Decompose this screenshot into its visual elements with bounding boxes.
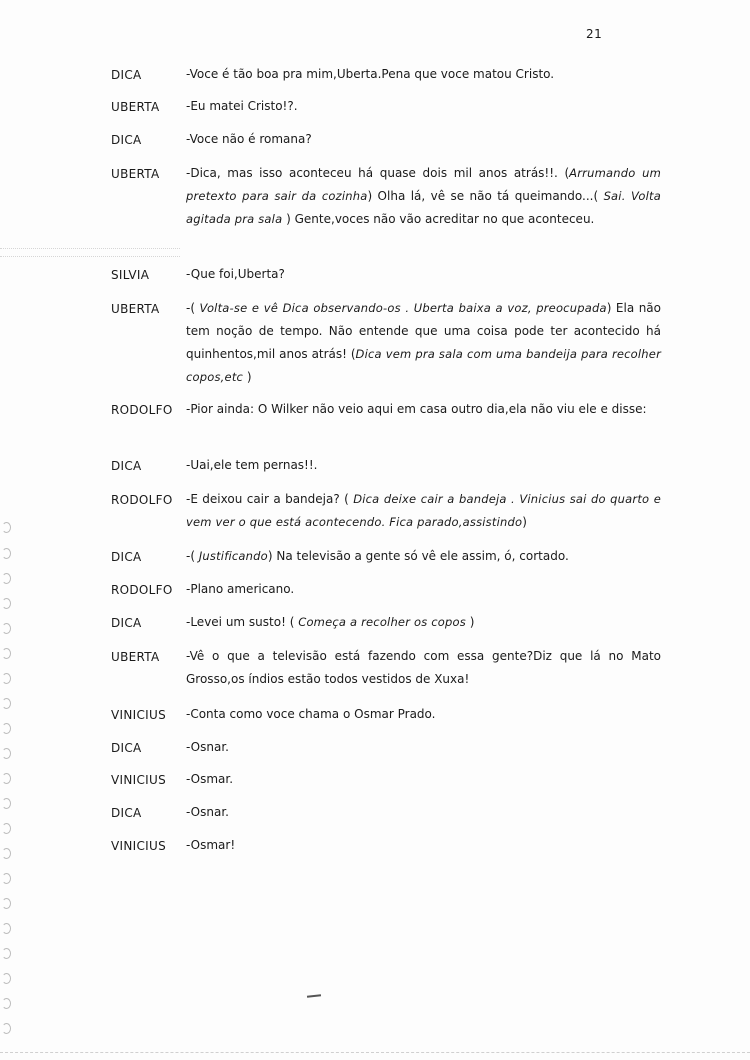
- scan-noise: [0, 256, 180, 258]
- speech-text: [186, 611, 661, 634]
- speaker-name: UBERTA: [111, 302, 160, 316]
- scan-hole-mark: [2, 998, 11, 1009]
- speech-text: [186, 263, 661, 286]
- scan-hole-mark: [2, 623, 11, 634]
- speech-text: [186, 398, 661, 421]
- scan-hole-mark: [2, 848, 11, 859]
- speaker-name: DICA: [111, 550, 142, 564]
- scan-hole-mark: [2, 798, 11, 809]
- speaker-name: UBERTA: [111, 650, 160, 664]
- speech-text: [186, 95, 661, 118]
- speech-text: [186, 454, 661, 477]
- speech-text: [186, 736, 661, 759]
- speaker-name: SILVIA: [111, 268, 150, 282]
- scan-hole-mark: [2, 598, 11, 609]
- speaker-name: UBERTA: [111, 167, 160, 181]
- speaker-name: DICA: [111, 133, 142, 147]
- spoken-text: -Osmar.: [186, 772, 234, 786]
- scan-hole-mark: [2, 648, 11, 659]
- scan-hole-mark: [2, 923, 11, 934]
- scan-hole-mark: [2, 573, 11, 584]
- spoken-text: -(: [186, 549, 199, 563]
- spoken-text: -Voce é tão boa pra mim,Uberta.Pena que voce matou Cristo.: [186, 67, 555, 81]
- scan-bottom-edge: [0, 1052, 750, 1053]
- spoken-text: -(: [186, 301, 200, 315]
- stage-direction: Dica deixe cair a bandeja . Vinicius sai do quarto e vem ver o que está acontecendo. Fica parado,assistindo: [186, 492, 661, 529]
- scan-hole-mark: [2, 522, 11, 533]
- speaker-name: DICA: [111, 616, 142, 630]
- spoken-text: -Que foi,Uberta?: [186, 267, 285, 281]
- speaker-name: DICA: [111, 806, 142, 820]
- scan-hole-mark: [2, 698, 11, 709]
- scan-hole-mark: [2, 898, 11, 909]
- spoken-text: ) Gente,voces não vão acreditar no que aconteceu.: [282, 212, 595, 226]
- spoken-text: ): [522, 515, 527, 529]
- speaker-name: VINICIUS: [111, 839, 166, 853]
- spoken-text: -Voce não é romana?: [186, 132, 312, 146]
- spoken-text: -Pior ainda: O Wilker não veio aqui em casa outro dia,ela não viu ele e disse:: [186, 402, 647, 416]
- spoken-text: -Osnar.: [186, 740, 229, 754]
- ink-smudge: [307, 994, 321, 997]
- scan-hole-mark: [2, 673, 11, 684]
- scan-noise: [0, 248, 180, 250]
- speaker-name: RODOLFO: [111, 493, 173, 507]
- speaker-name: UBERTA: [111, 100, 160, 114]
- stage-direction: Começa a recolher os copos: [298, 615, 466, 629]
- speech-text: [186, 834, 661, 857]
- scan-hole-mark: [2, 823, 11, 834]
- spoken-text: -E deixou cair a bandeja? (: [186, 492, 354, 506]
- scan-hole-mark: [2, 748, 11, 759]
- speaker-name: VINICIUS: [111, 708, 166, 722]
- scan-hole-mark: [2, 1023, 11, 1034]
- speaker-name: DICA: [111, 68, 142, 82]
- speaker-name: RODOLFO: [111, 403, 173, 417]
- scan-hole-mark: [2, 873, 11, 884]
- scan-hole-mark: [2, 948, 11, 959]
- stage-direction: Dica vem pra sala com uma bandeija para recolher copos,etc: [186, 347, 661, 384]
- spoken-text: -Osmar!: [186, 838, 236, 852]
- scan-hole-mark: [2, 548, 11, 559]
- speech-text: [186, 162, 661, 231]
- speaker-name: RODOLFO: [111, 583, 173, 597]
- scan-hole-mark: [2, 723, 11, 734]
- spoken-text: -Dica, mas isso aconteceu há quase dois mil anos atrás!!. (: [186, 166, 570, 180]
- spoken-text: -Levei um susto! (: [186, 615, 299, 629]
- speech-text: [186, 645, 661, 691]
- spoken-text: -Plano americano.: [186, 582, 295, 596]
- speech-text: [186, 128, 661, 151]
- spoken-text: -Osnar.: [186, 805, 229, 819]
- spoken-text: -Vê o que a televisão está fazendo com essa gente?Diz que lá no Mato Grosso,os índios estão todos vestidos de Xuxa!: [186, 649, 661, 686]
- scan-hole-mark: [2, 773, 11, 784]
- stage-direction: Justificando: [198, 549, 268, 563]
- speech-text: [186, 801, 661, 824]
- stage-direction: Volta-se e vê Dica observando-os . Uberta baixa a voz, preocupada: [199, 301, 607, 315]
- spoken-text: ) Na televisão a gente só vê ele assim, ó, cortado.: [267, 549, 569, 563]
- speech-text: [186, 63, 661, 86]
- speech-text: [186, 488, 661, 534]
- spoken-text: -Conta como voce chama o Osmar Prado.: [186, 707, 436, 721]
- stage-direction: Arrumando um pretexto para sair da cozinha: [186, 166, 661, 203]
- speech-text: [186, 578, 661, 601]
- stage-direction: Sai. Volta agitada pra sala: [186, 189, 661, 226]
- spoken-text: -Eu matei Cristo!?.: [186, 99, 298, 113]
- speaker-name: VINICIUS: [111, 773, 166, 787]
- spoken-text: ): [465, 615, 475, 629]
- speaker-name: DICA: [111, 741, 142, 755]
- speech-text: [186, 703, 661, 726]
- speaker-name: DICA: [111, 459, 142, 473]
- speech-text: [186, 545, 661, 568]
- spoken-text: -Uai,ele tem pernas!!.: [186, 458, 318, 472]
- spoken-text: ) Ela não tem noção de tempo. Não entende que uma coisa pode ter acontecido há quinhentos,mil anos atrás! (: [186, 301, 661, 361]
- spoken-text: ) Olha lá, vê se não tá queimando...(: [367, 189, 604, 203]
- speech-text: [186, 768, 661, 791]
- scan-hole-mark: [2, 973, 11, 984]
- spoken-text: ): [243, 370, 252, 384]
- speech-text: [186, 297, 661, 389]
- page-number: 21: [586, 27, 603, 41]
